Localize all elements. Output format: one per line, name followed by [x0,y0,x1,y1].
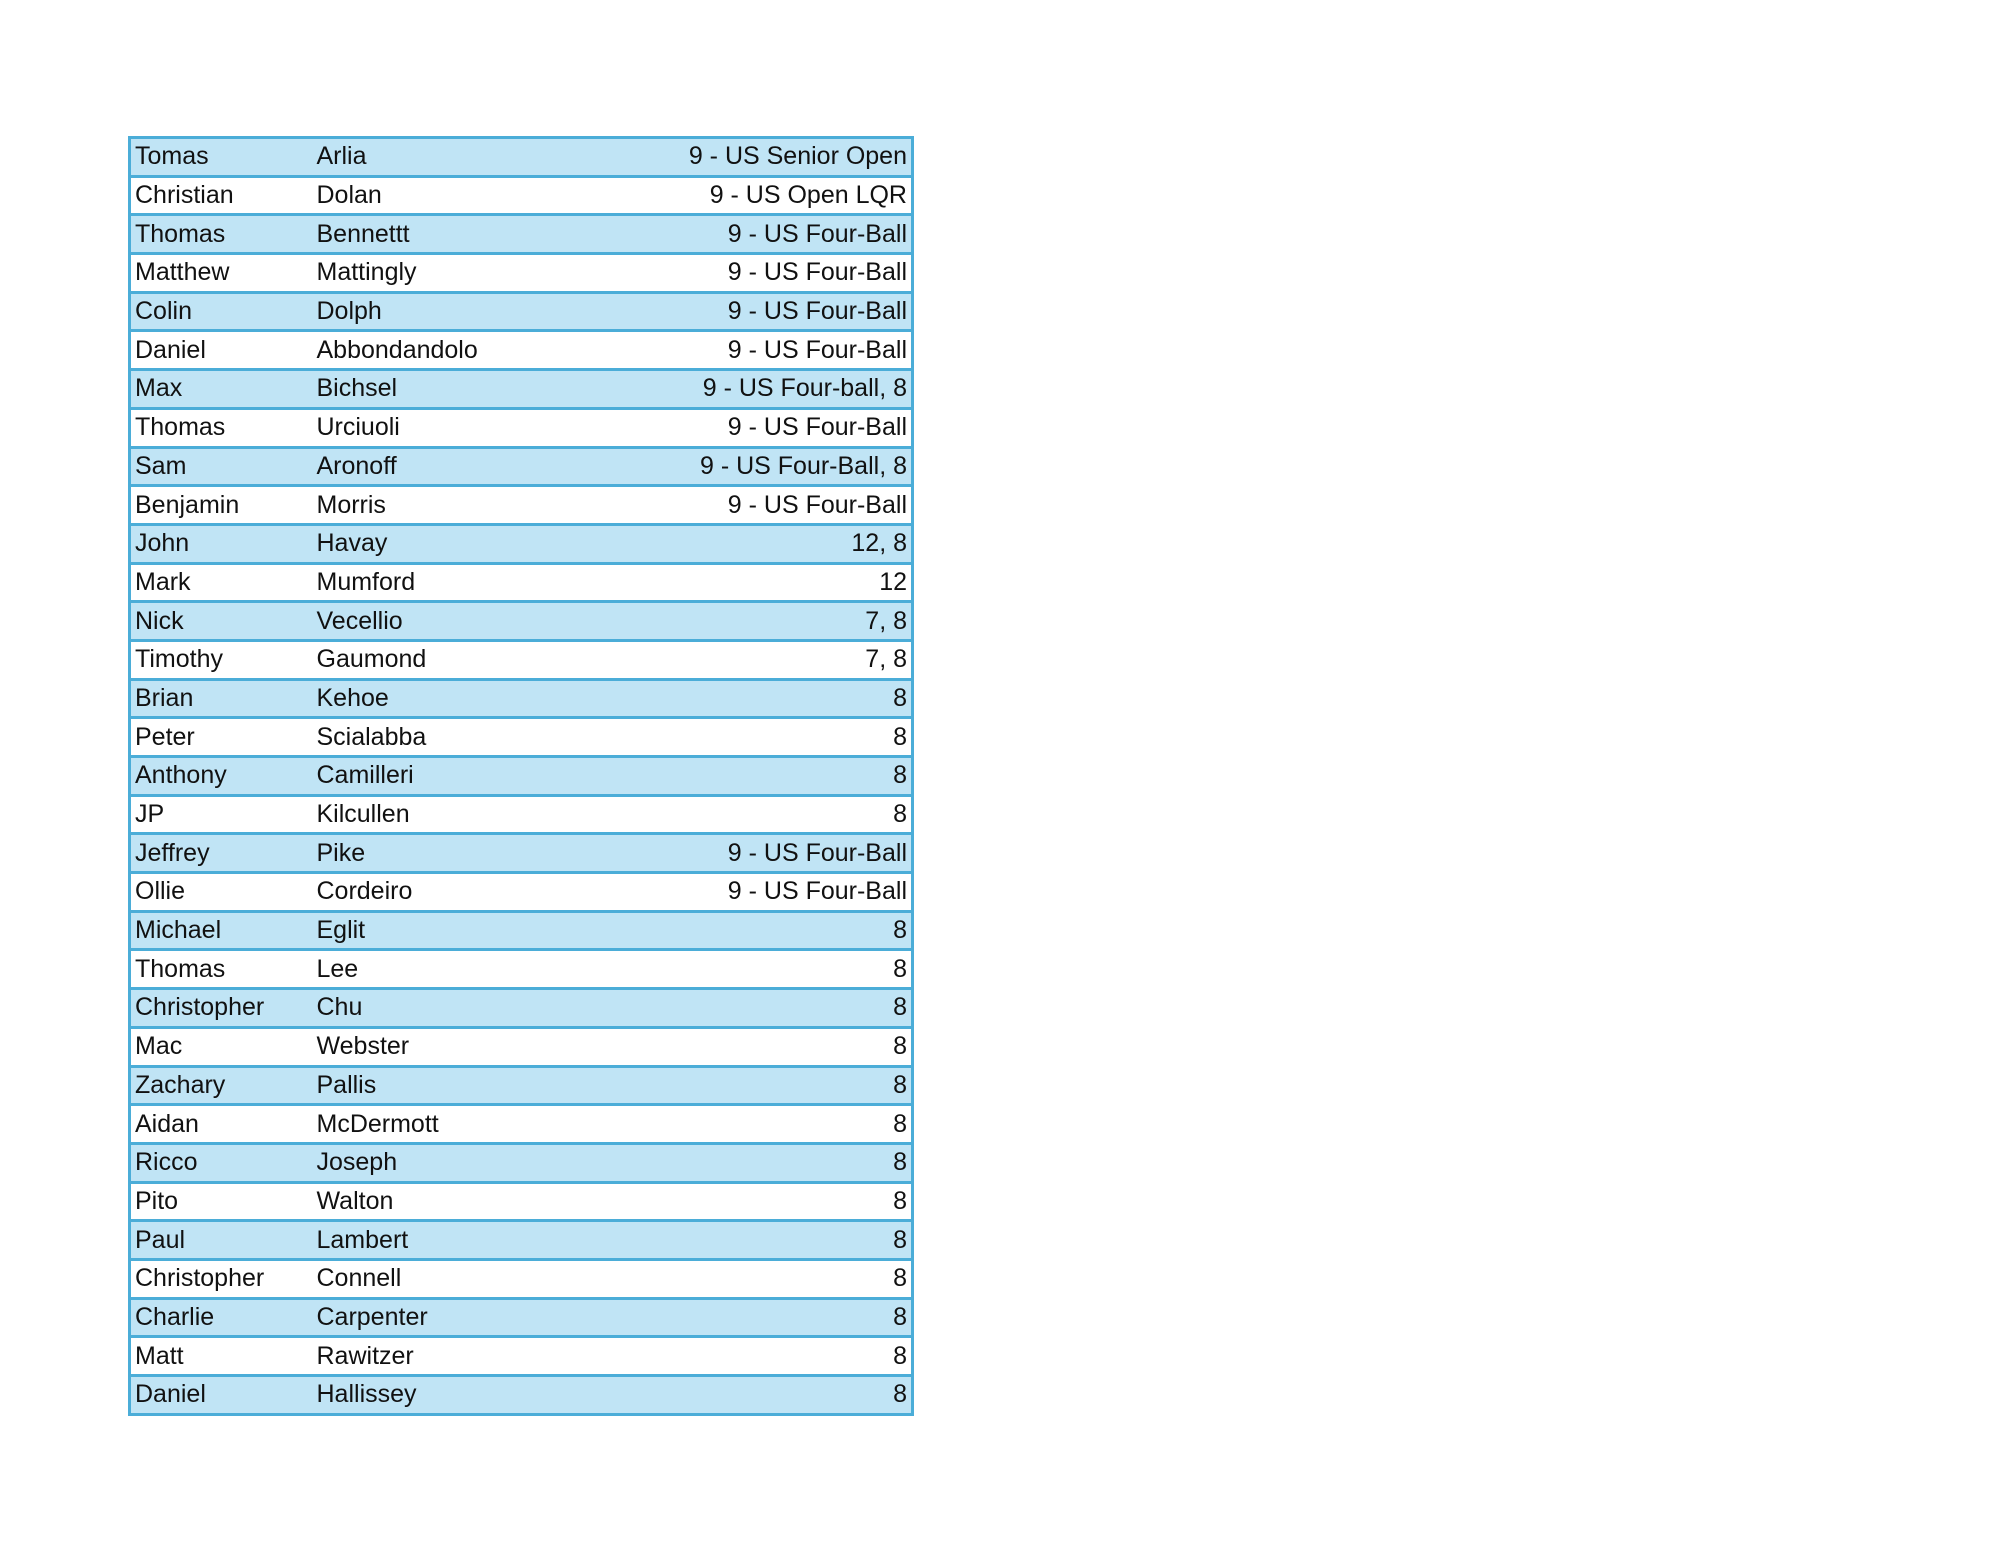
table-row [130,1027,913,1066]
note-cell: 8 [573,1337,913,1376]
first-name-cell: Thomas [130,408,313,447]
note-cell: 9 - US Four-Ball [573,331,913,370]
last-name-cell: Eglit [313,911,573,950]
first-name-cell: Christopher [130,1259,313,1298]
table-row [130,563,913,602]
last-name-cell: Joseph [313,1143,573,1182]
last-name-cell: Dolph [313,292,573,331]
note-cell: 9 - US Four-Ball, 8 [573,447,913,486]
last-name-cell: Walton [313,1182,573,1221]
last-name-cell: Rawitzer [313,1337,573,1376]
last-name-cell: Pallis [313,1066,573,1105]
note-cell: 8 [573,679,913,718]
first-name-cell: Jeffrey [130,834,313,873]
note-cell: 9 - US Four-Ball [573,486,913,525]
note-cell: 8 [573,1105,913,1144]
first-name-cell: Daniel [130,331,313,370]
first-name-cell: Ricco [130,1143,313,1182]
table-row [130,370,913,409]
note-cell: 9 - US Four-Ball [573,408,913,447]
last-name-cell: Dolan [313,176,573,215]
note-cell: 8 [573,1221,913,1260]
first-name-cell: Mac [130,1027,313,1066]
note-cell: 12 [573,563,913,602]
last-name-cell: Kilcullen [313,795,573,834]
table-row [130,486,913,525]
note-cell: 8 [573,795,913,834]
last-name-cell: Mattingly [313,254,573,293]
first-name-cell: Matthew [130,254,313,293]
table-row [130,640,913,679]
table-row [130,1066,913,1105]
note-cell: 9 - US Four-Ball [573,834,913,873]
note-cell: 9 - US Four-Ball [573,292,913,331]
note-cell: 8 [573,911,913,950]
last-name-cell: Aronoff [313,447,573,486]
last-name-cell: Morris [313,486,573,525]
table-row [130,1376,913,1415]
last-name-cell: Havay [313,524,573,563]
table-row [130,795,913,834]
table-row [130,176,913,215]
first-name-cell: Thomas [130,950,313,989]
table-row [130,1105,913,1144]
last-name-cell: Lee [313,950,573,989]
first-name-cell: John [130,524,313,563]
first-name-cell: Timothy [130,640,313,679]
note-cell: 8 [573,1298,913,1337]
last-name-cell: Mumford [313,563,573,602]
note-cell: 9 - US Open LQR [573,176,913,215]
roster-table [128,136,914,1416]
table-row [130,138,913,177]
first-name-cell: JP [130,795,313,834]
table-row [130,254,913,293]
table-row [130,447,913,486]
first-name-cell: Sam [130,447,313,486]
note-cell: 7, 8 [573,602,913,641]
table-row [130,215,913,254]
table-row [130,989,913,1028]
table-row [130,1143,913,1182]
table-row [130,524,913,563]
note-cell: 8 [573,1182,913,1221]
last-name-cell: McDermott [313,1105,573,1144]
first-name-cell: Colin [130,292,313,331]
first-name-cell: Christopher [130,989,313,1028]
note-cell: 8 [573,950,913,989]
first-name-cell: Paul [130,1221,313,1260]
table-row [130,873,913,912]
note-cell: 9 - US Four-ball, 8 [573,370,913,409]
last-name-cell: Carpenter [313,1298,573,1337]
first-name-cell: Thomas [130,215,313,254]
first-name-cell: Matt [130,1337,313,1376]
last-name-cell: Bennettt [313,215,573,254]
last-name-cell: Lambert [313,1221,573,1260]
note-cell: 9 - US Senior Open [573,138,913,177]
table-row [130,1182,913,1221]
first-name-cell: Tomas [130,138,313,177]
note-cell: 9 - US Four-Ball [573,215,913,254]
table-row [130,331,913,370]
last-name-cell: Webster [313,1027,573,1066]
note-cell: 8 [573,1143,913,1182]
table-row [130,1337,913,1376]
first-name-cell: Ollie [130,873,313,912]
note-cell: 8 [573,1376,913,1415]
table-row [130,602,913,641]
table-row [130,679,913,718]
last-name-cell: Gaumond [313,640,573,679]
table-row [130,834,913,873]
note-cell: 7, 8 [573,640,913,679]
table-row [130,757,913,796]
note-cell: 8 [573,1027,913,1066]
first-name-cell: Peter [130,718,313,757]
first-name-cell: Max [130,370,313,409]
first-name-cell: Anthony [130,757,313,796]
first-name-cell: Benjamin [130,486,313,525]
last-name-cell: Cordeiro [313,873,573,912]
first-name-cell: Aidan [130,1105,313,1144]
note-cell: 8 [573,1259,913,1298]
first-name-cell: Michael [130,911,313,950]
last-name-cell: Urciuoli [313,408,573,447]
table-row [130,950,913,989]
roster-table-body [130,138,913,1415]
note-cell: 9 - US Four-Ball [573,254,913,293]
last-name-cell: Chu [313,989,573,1028]
note-cell: 8 [573,989,913,1028]
first-name-cell: Daniel [130,1376,313,1415]
table-row [130,292,913,331]
last-name-cell: Abbondandolo [313,331,573,370]
last-name-cell: Hallissey [313,1376,573,1415]
table-row [130,1298,913,1337]
table-row [130,1221,913,1260]
first-name-cell: Christian [130,176,313,215]
last-name-cell: Vecellio [313,602,573,641]
table-row [130,1259,913,1298]
note-cell: 8 [573,718,913,757]
first-name-cell: Brian [130,679,313,718]
last-name-cell: Pike [313,834,573,873]
last-name-cell: Arlia [313,138,573,177]
note-cell: 9 - US Four-Ball [573,873,913,912]
note-cell: 8 [573,757,913,796]
note-cell: 8 [573,1066,913,1105]
table-row [130,718,913,757]
first-name-cell: Pito [130,1182,313,1221]
last-name-cell: Kehoe [313,679,573,718]
note-cell: 12, 8 [573,524,913,563]
first-name-cell: Charlie [130,1298,313,1337]
first-name-cell: Mark [130,563,313,602]
last-name-cell: Bichsel [313,370,573,409]
table-row [130,408,913,447]
last-name-cell: Scialabba [313,718,573,757]
last-name-cell: Connell [313,1259,573,1298]
last-name-cell: Camilleri [313,757,573,796]
first-name-cell: Zachary [130,1066,313,1105]
table-row [130,911,913,950]
first-name-cell: Nick [130,602,313,641]
